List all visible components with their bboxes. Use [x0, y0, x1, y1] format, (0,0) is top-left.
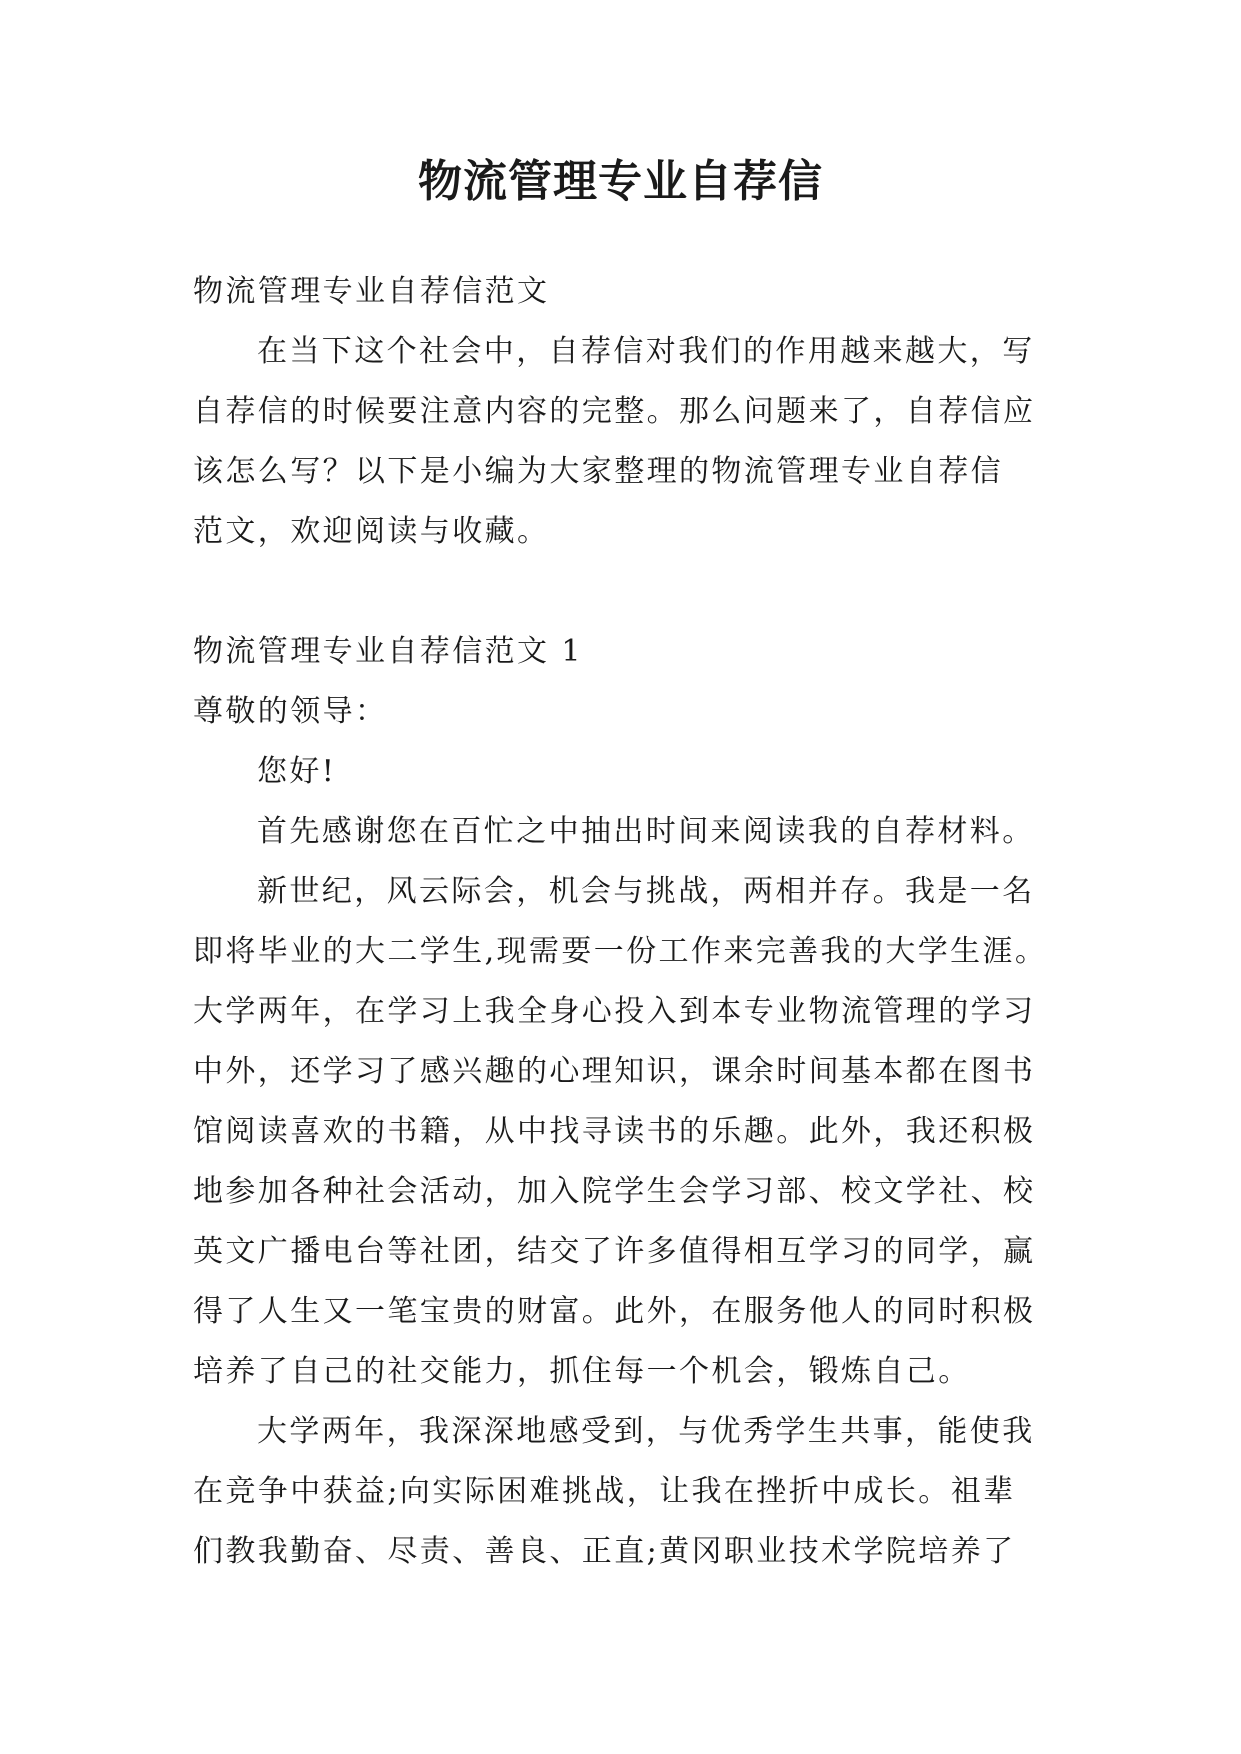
line-3: 自荐信的时候要注意内容的完整。那么问题来了，自荐信应	[193, 394, 1036, 429]
line-4: 该怎么写？以下是小编为大家整理的物流管理专业自荐信	[193, 454, 1003, 489]
line-22: 们教我勤奋、尽责、善良、正直;黄冈职业技术学院培养了	[193, 1534, 1016, 1569]
line-7: 物流管理专业自荐信范文 1	[193, 634, 583, 669]
line-20: 大学两年，我深深地感受到，与优秀学生共事，能使我	[257, 1414, 1035, 1449]
line-21: 在竞争中获益;向实际困难挑战，让我在挫折中成长。祖辈	[193, 1474, 1016, 1509]
page-title: 物流管理专业自荐信	[418, 156, 823, 207]
line-5: 范文，欢迎阅读与收藏。	[193, 514, 550, 549]
line-8: 尊敬的领导：	[193, 694, 388, 729]
line-2: 在当下这个社会中，自荐信对我们的作用越来越大，写	[257, 334, 1035, 369]
line-9: 您好!	[257, 754, 337, 789]
line-19: 培养了自己的社交能力，抓住每一个机会，锻炼自己。	[193, 1354, 971, 1389]
document-body	[193, 262, 1053, 1582]
line-11: 新世纪，风云际会，机会与挑战，两相并存。我是一名	[257, 874, 1035, 909]
line-12: 即将毕业的大二学生,现需要一份工作来完善我的大学生涯。	[193, 934, 1048, 969]
line-1: 物流管理专业自荐信范文	[193, 274, 550, 309]
line-10: 首先感谢您在百忙之中抽出时间来阅读我的自荐材料。	[257, 814, 1035, 849]
line-14: 中外，还学习了感兴趣的心理知识，课余时间基本都在图书	[193, 1054, 1036, 1089]
line-17: 英文广播电台等社团，结交了许多值得相互学习的同学，赢	[193, 1234, 1036, 1269]
line-15: 馆阅读喜欢的书籍，从中找寻读书的乐趣。此外，我还积极	[193, 1114, 1036, 1149]
line-16: 地参加各种社会活动，加入院学生会学习部、校文学社、校	[193, 1174, 1036, 1209]
paragraph-spacer	[193, 562, 1053, 622]
line-13: 大学两年，在学习上我全身心投入到本专业物流管理的学习	[193, 994, 1036, 1029]
line-18: 得了人生又一笔宝贵的财富。此外，在服务他人的同时积极	[193, 1294, 1036, 1329]
